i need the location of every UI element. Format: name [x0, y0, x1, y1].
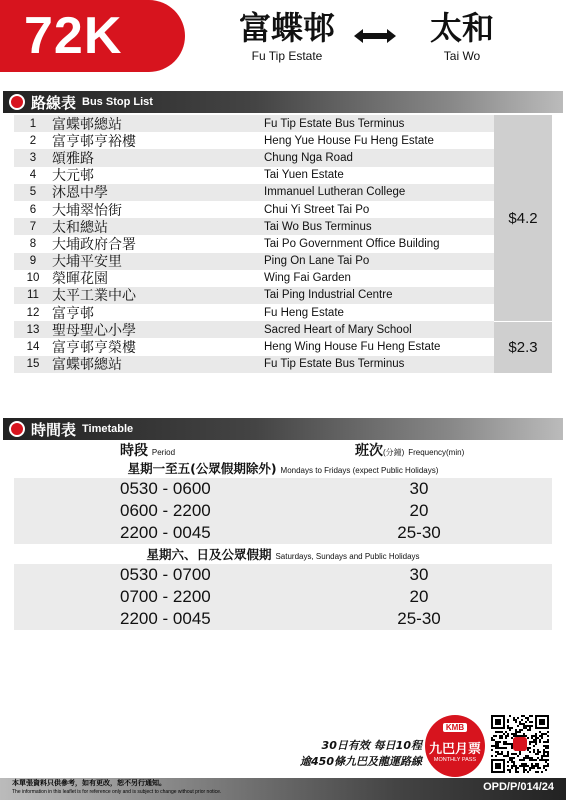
- time-period: 0530 - 0700: [120, 565, 211, 584]
- stop-name-zh: 富亨邨亨榮樓: [52, 340, 136, 357]
- stop-row: [14, 235, 494, 252]
- timetable-header: [3, 418, 563, 440]
- promo-line-1: 30日有效 每日10程: [321, 739, 422, 752]
- stop-row: [14, 253, 494, 270]
- stop-list-title-en: Bus Stop List: [82, 96, 153, 108]
- disclaimer-en: The information in this leaflet is for reference only and is subject to change without prior notice.: [12, 789, 222, 795]
- monthly-pass-logo: [425, 715, 485, 777]
- stop-name-en: Tai Ping Industrial Centre: [264, 289, 393, 302]
- stop-name-zh: 大埔翠怡街: [52, 202, 122, 219]
- stop-list: [14, 115, 494, 373]
- frequency-unit-zh: (分鐘): [383, 448, 405, 457]
- stop-name-zh: 大元邨: [52, 168, 94, 185]
- kmb-logo: KMB: [443, 723, 467, 732]
- stop-name-zh: 大埔平安里: [52, 254, 122, 271]
- timetable-row: [14, 500, 552, 522]
- stop-name-en: Heng Yue House Fu Heng Estate: [264, 134, 434, 147]
- stop-name-zh: 富蝶邨總站: [52, 357, 122, 374]
- stop-row: [14, 304, 494, 321]
- destination-name-zh: 太和: [429, 9, 494, 47]
- route-number: 72K: [0, 0, 185, 72]
- fare-section-1: $4.2: [494, 115, 552, 321]
- stop-row: [14, 184, 494, 201]
- stop-row: [14, 201, 494, 218]
- stop-name-en: Chui Yi Street Tai Po: [264, 203, 370, 216]
- stop-name-en: Immanuel Lutheran College: [264, 186, 406, 199]
- stop-number: 1: [29, 117, 37, 130]
- destination-terminus: [402, 8, 522, 64]
- stop-number: 13: [26, 323, 40, 336]
- frequency-label-zh: 班次: [355, 442, 383, 458]
- stop-name-zh: 頌雅路: [52, 150, 94, 167]
- double-arrow-icon: [354, 28, 396, 44]
- time-period: 0600 - 2200: [120, 501, 211, 520]
- monthly-pass-promo: [300, 738, 422, 770]
- stop-number: 8: [29, 237, 37, 250]
- stop-number: 10: [26, 272, 40, 285]
- stop-row: [14, 149, 494, 166]
- group-title-en: Saturdays, Sundays and Public Holidays: [275, 552, 420, 561]
- period-label-zh: 時段: [120, 442, 148, 458]
- stop-number: 7: [29, 220, 37, 233]
- qr-code-icon: [491, 715, 549, 773]
- frequency-label-en: Frequency(min): [408, 448, 465, 457]
- stop-number: 5: [29, 186, 37, 199]
- stop-name-zh: 榮暉花園: [52, 271, 108, 288]
- frequency: 30: [409, 565, 429, 584]
- stop-number: 12: [26, 306, 40, 319]
- frequency: 20: [409, 587, 429, 606]
- stop-name-en: Fu Heng Estate: [264, 306, 344, 319]
- frequency: 20: [409, 501, 429, 520]
- stop-row: [14, 132, 494, 149]
- stop-name-zh: 聖母聖心小學: [52, 322, 136, 339]
- stop-number: 11: [27, 289, 39, 302]
- frequency-column-header: [355, 440, 566, 460]
- monthly-pass-en: MONTHLY PASS: [433, 757, 477, 763]
- origin-terminus: [222, 8, 352, 64]
- stop-name-zh: 沐恩中學: [52, 185, 108, 202]
- frequency: 25-30: [397, 609, 441, 628]
- period-label-en: Period: [151, 448, 176, 457]
- timetable-title-zh: 時間表: [31, 420, 77, 439]
- stop-name-en: Tai Yuen Estate: [264, 169, 344, 182]
- time-period: 2200 - 0045: [120, 523, 211, 542]
- frequency: 30: [409, 479, 429, 498]
- stop-row: [14, 356, 494, 373]
- stop-row: [14, 321, 494, 338]
- timetable-title-en: Timetable: [82, 423, 134, 435]
- stop-name-en: Fu Tip Estate Bus Terminus: [264, 117, 405, 130]
- stop-row: [14, 167, 494, 184]
- stop-name-zh: 太和總站: [52, 219, 108, 236]
- weekday-timetable: [14, 460, 552, 544]
- timetable-columns: [0, 440, 566, 458]
- stop-name-en: Tai Po Government Office Building: [264, 237, 440, 250]
- stop-name-en: Ping On Lane Tai Po: [264, 255, 370, 268]
- weekend-timetable: [14, 546, 552, 630]
- stop-number: 14: [26, 341, 40, 354]
- stop-name-en: Heng Wing House Fu Heng Estate: [264, 341, 441, 354]
- stop-number: 9: [29, 255, 37, 268]
- destination-name-en: Tai Wo: [443, 49, 481, 63]
- stop-number: 4: [29, 169, 37, 182]
- timetable-row: [14, 608, 552, 630]
- group-title-zh: 星期一至五(公眾假期除外): [127, 461, 277, 476]
- stop-row: [14, 287, 494, 304]
- stop-name-zh: 富亨邨: [52, 305, 94, 322]
- stop-list-header: [3, 91, 563, 113]
- stop-name-en: Wing Fai Garden: [264, 272, 351, 285]
- stop-name-zh: 太平工業中心: [52, 288, 136, 305]
- group-title-zh: 星期六、日及公眾假期: [146, 547, 272, 562]
- stop-name-en: Tai Wo Bus Terminus: [264, 220, 372, 233]
- stop-name-zh: 大埔政府合署: [52, 236, 136, 253]
- document-number: OPD/P/014/24: [483, 781, 554, 793]
- timetable-row: [14, 564, 552, 586]
- time-period: 0700 - 2200: [120, 587, 211, 606]
- stop-number: 2: [29, 134, 37, 147]
- stop-name-zh: 富亨邨亨裕樓: [52, 133, 136, 150]
- frequency: 25-30: [397, 523, 441, 542]
- timetable-row: [14, 522, 552, 544]
- origin-name-zh: 富蝶邨: [238, 9, 335, 47]
- stop-name-en: Fu Tip Estate Bus Terminus: [264, 358, 405, 371]
- time-period: 2200 - 0045: [120, 609, 211, 628]
- disclaimer: [12, 780, 221, 796]
- timetable-row: [14, 586, 552, 608]
- stop-number: 6: [29, 203, 37, 216]
- bus-icon: [9, 94, 25, 110]
- stop-row: [14, 338, 494, 355]
- stop-row: [14, 115, 494, 132]
- origin-name-en: Fu Tip Estate: [251, 49, 323, 63]
- stop-row: [14, 270, 494, 287]
- clock-icon: [9, 421, 25, 437]
- fare-section-2: $2.3: [494, 322, 552, 373]
- period-column-header: [120, 440, 260, 460]
- stop-number: 15: [26, 358, 40, 371]
- stop-name-en: Sacred Heart of Mary School: [264, 323, 412, 336]
- time-period: 0530 - 0600: [120, 479, 211, 498]
- timetable-group-title: [14, 546, 552, 564]
- stop-row: [14, 218, 494, 235]
- group-title-en: Mondays to Fridays (expect Public Holidays): [280, 466, 439, 475]
- stop-number: 3: [29, 151, 37, 164]
- stop-name-en: Chung Nga Road: [264, 151, 353, 164]
- timetable-group-title: [14, 460, 552, 478]
- monthly-pass-zh: 九巴月票: [428, 742, 481, 757]
- stop-list-title-zh: 路線表: [31, 93, 77, 112]
- promo-line-2: 逾450條九巴及龍運路線: [300, 755, 422, 768]
- stop-name-zh: 富蝶邨總站: [52, 116, 122, 133]
- timetable-row: [14, 478, 552, 500]
- disclaimer-zh: 本單張資料只供參考，如有更改，恕不另行通知。: [12, 780, 166, 787]
